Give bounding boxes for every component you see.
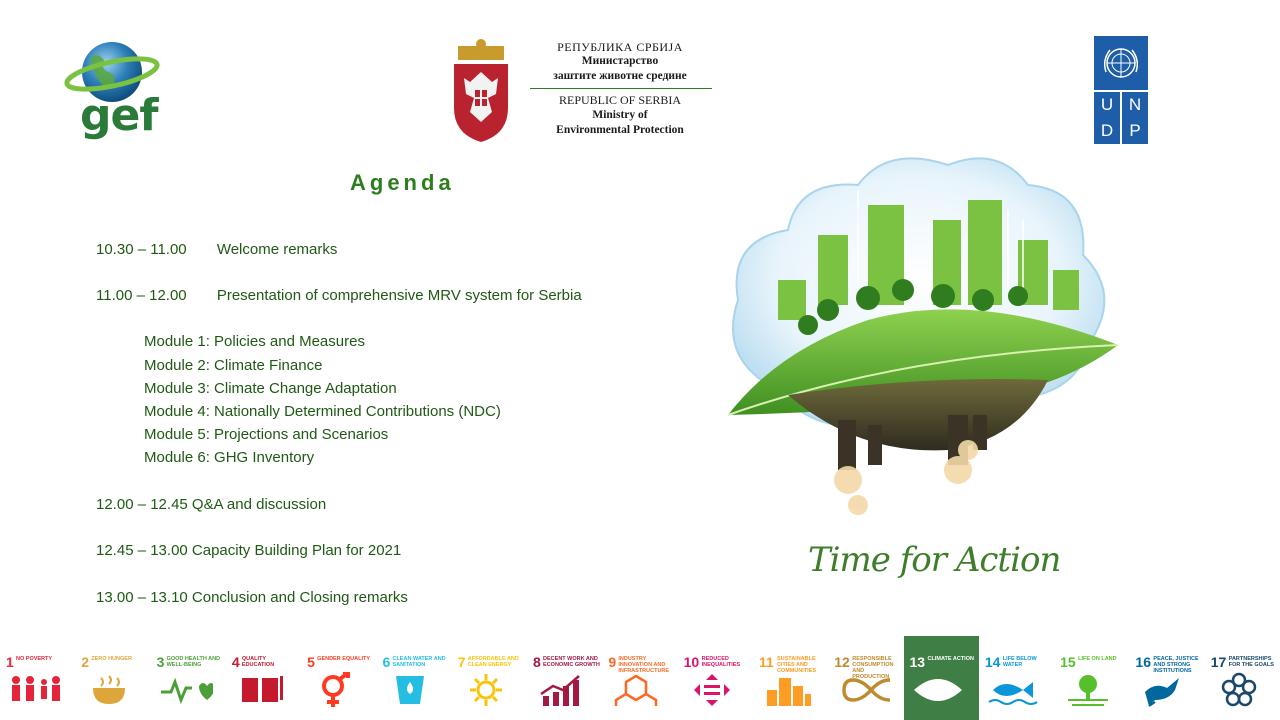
sdg-goal-15	[1054, 636, 1129, 720]
buildings-icon	[759, 672, 815, 708]
undp-letter-u: U	[1094, 92, 1120, 118]
gef-logo	[60, 36, 160, 148]
growth-chart-icon	[533, 672, 589, 708]
sdg-number: 14	[984, 654, 1001, 670]
sdg-label: LIFE ON LAND	[1078, 656, 1117, 662]
sdg-label: PARTNERSHIPS FOR THE GOALS	[1228, 656, 1274, 668]
undp-letter-d: D	[1094, 118, 1120, 144]
equality-icon	[684, 672, 740, 708]
sdg-goal-7	[452, 636, 527, 720]
agenda-time: 11.00 – 12.00	[96, 287, 187, 304]
agenda-item: 12.45 – 13.00 Capacity Building Plan for 2021	[96, 542, 402, 559]
sdg-label: RESPONSIBLE CONSUMPTION AND PRODUCTION	[852, 656, 894, 680]
serbia-crest-icon	[450, 38, 512, 144]
eye-globe-icon	[910, 672, 966, 708]
sdg-goal-16	[1129, 636, 1204, 720]
agenda-text: Presentation of comprehensive MRV system for Serbia	[216, 287, 582, 304]
sdg-goal-1	[0, 636, 75, 720]
sdg-goal-2	[75, 636, 150, 720]
gov-divider	[530, 88, 712, 89]
undp-logo	[1094, 36, 1148, 144]
sdg-goal-10	[678, 636, 753, 720]
leaf-city-illustration	[718, 150, 1138, 570]
tree-icon	[1060, 672, 1116, 708]
sdg-label: DECENT WORK AND ECONOMIC GROWTH	[543, 656, 600, 668]
sdg-label: NO POVERTY	[16, 656, 53, 662]
agenda-item	[96, 241, 337, 258]
water-icon	[382, 672, 438, 708]
sdg-number: 12	[834, 654, 850, 670]
sdg-number: 10	[683, 654, 700, 670]
gov-line-2: Министарство	[581, 55, 659, 67]
sdg-label: LIFE BELOW WATER	[1002, 656, 1037, 668]
sdg-label: ZERO HUNGER	[91, 656, 132, 662]
sdg-number: 1	[6, 654, 14, 670]
sdg-goal-6	[376, 636, 451, 720]
sdg-label: PEACE, JUSTICE AND STRONG INSTITUTIONS	[1153, 656, 1199, 674]
sdg-number: 6	[382, 654, 391, 670]
cubes-icon	[608, 672, 664, 708]
sdg-label: AFFORDABLE AND CLEAN ENERGY	[467, 656, 519, 668]
infinity-icon	[834, 672, 890, 708]
sun-icon	[458, 672, 514, 708]
sdg-number: 16	[1135, 654, 1151, 670]
fish-icon	[985, 672, 1041, 708]
sdg-goal-5	[301, 636, 376, 720]
sdg-goal-13	[904, 636, 979, 720]
sdg-label: GOOD HEALTH AND WELL-BEING	[166, 656, 221, 668]
module-item: Module 5: Projections and Scenarios	[144, 426, 389, 443]
sdg-goal-11	[753, 636, 828, 720]
sdg-number: 9	[608, 654, 617, 670]
sdg-label: SUSTAINABLE CITIES AND COMMUNITIES	[776, 656, 817, 674]
sdg-number: 13	[909, 654, 926, 670]
gov-line-6: Environmental Protection	[556, 124, 684, 136]
sdg-label: GENDER EQUALITY	[317, 656, 371, 662]
time-for-action-caption: Time for Action	[808, 540, 1061, 580]
sdg-number: 5	[307, 654, 315, 670]
agenda-item	[96, 287, 582, 304]
module-item: Module 1: Policies and Measures	[144, 333, 365, 350]
sdg-number: 3	[156, 654, 165, 670]
sdg-label: INDUSTRY INNOVATION AND INFRASTRUCTURE	[618, 656, 670, 674]
sdg-label: CLIMATE ACTION	[927, 656, 974, 662]
sdg-number: 15	[1060, 654, 1076, 670]
sdg-number: 2	[81, 654, 90, 670]
heartbeat-icon	[157, 672, 213, 708]
ministry-logo	[450, 38, 720, 144]
module-item: Module 6: GHG Inventory	[144, 449, 315, 466]
sdg-number: 8	[533, 654, 541, 670]
undp-letter-p: P	[1122, 118, 1148, 144]
undp-letter-n: N	[1122, 92, 1148, 118]
sdg-goal-4	[226, 636, 301, 720]
gov-line-3: заштите животне средине	[553, 70, 687, 82]
sdg-label: QUALITY EDUCATION	[241, 656, 275, 668]
sdg-strip	[0, 636, 1280, 720]
module-item: Module 4: Nationally Determined Contributions (NDC)	[144, 403, 501, 420]
agenda-time: 10.30 – 11.00	[96, 241, 187, 258]
gov-line-1: РЕПУБЛИКА СРБИЈА	[557, 40, 683, 54]
sdg-goal-8	[527, 636, 602, 720]
sdg-number: 17	[1210, 654, 1227, 670]
sdg-goal-3	[151, 636, 226, 720]
sdg-goal-14	[979, 636, 1054, 720]
sdg-label: REDUCED INEQUALITIES	[701, 656, 741, 668]
sdg-goal-17	[1205, 636, 1280, 720]
agenda-item: 12.00 – 12.45 Q&A and discussion	[96, 496, 327, 513]
gef-text: gef	[80, 90, 158, 141]
agenda-item: 13.00 – 13.10 Conclusion and Closing remarks	[96, 589, 408, 606]
gov-line-5: Ministry of	[592, 109, 648, 121]
people-icon	[6, 672, 62, 708]
dove-icon	[1135, 672, 1191, 708]
module-item: Module 2: Climate Finance	[144, 357, 323, 374]
sdg-number: 11	[758, 654, 774, 670]
agenda-title: Agenda	[350, 170, 455, 195]
gov-line-4: REPUBLIC OF SERBIA	[558, 93, 682, 107]
agenda-text: Welcome remarks	[216, 241, 338, 258]
module-item: Module 3: Climate Change Adaptation	[144, 380, 397, 397]
rings-icon	[1211, 672, 1267, 708]
sdg-number: 4	[231, 654, 240, 670]
un-emblem-icon	[1094, 36, 1148, 90]
sdg-label: CLEAN WATER AND SANITATION	[392, 656, 446, 668]
sdg-goal-12	[828, 636, 903, 720]
gender-icon	[307, 672, 363, 708]
book-icon	[232, 672, 288, 708]
sdg-number: 7	[457, 654, 466, 670]
sdg-goal-9	[602, 636, 677, 720]
bowl-icon	[81, 672, 137, 708]
